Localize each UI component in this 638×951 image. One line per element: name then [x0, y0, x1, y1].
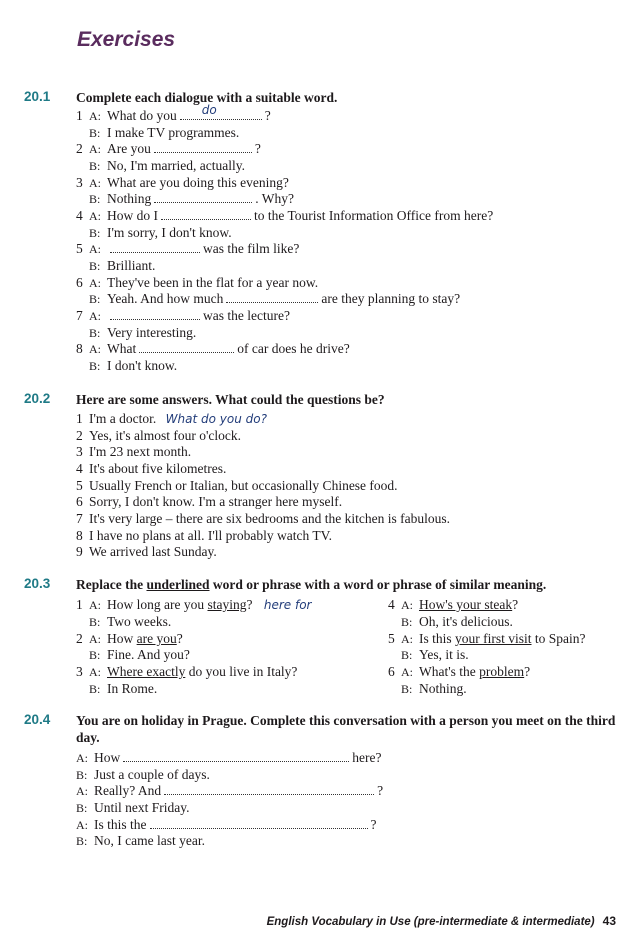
exercise-number: 20.4 — [24, 712, 51, 727]
dialogue-line: 5 A: was the film like? — [76, 241, 300, 256]
conversation-line: A: How here? — [76, 750, 382, 765]
answer-blank — [154, 142, 252, 153]
page-number: 43 — [602, 914, 616, 928]
answer-blank — [164, 784, 374, 795]
answer-blank — [110, 309, 200, 320]
dialogue-line: B: Nothing. — [401, 681, 467, 696]
dialogue-line: 3 A: Where exactly do you live in Italy? — [76, 664, 298, 679]
dialogue-line: 8 A: What of car does he drive? — [76, 341, 350, 356]
list-item: 1 I'm a doctor. What do you do? — [76, 411, 267, 426]
answer-blank — [123, 751, 349, 762]
dialogue-line: B: Two weeks. — [89, 614, 172, 629]
dialogue-line: B: Brilliant. — [89, 258, 156, 273]
dialogue-line: B: I make TV programmes. — [89, 125, 240, 140]
dialogue-line: 3 A: What are you doing this evening? — [76, 175, 289, 190]
handwritten-answer: What do you do? — [165, 412, 267, 426]
list-item: 2 Yes, it's almost four o'clock. — [76, 428, 241, 443]
dialogue-line: B: Oh, it's delicious. — [401, 614, 513, 629]
exercise-instruction: You are on holiday in Prague. Complete this conversation with a person you meet on the third day. — [76, 713, 616, 745]
answer-blank — [154, 192, 252, 203]
handwritten-answer: here for — [263, 598, 312, 612]
answer-blank — [161, 209, 251, 220]
dialogue-line: B: Very interesting. — [89, 325, 197, 340]
page-title: Exercises — [77, 28, 176, 51]
conversation-line: A: Really? And ? — [76, 783, 384, 798]
dialogue-line: 6 A: They've been in the flat for a year now. — [76, 275, 319, 290]
conversation-line: B: Until next Friday. — [76, 800, 190, 815]
book-title: English Vocabulary in Use (pre-intermediate & intermediate) — [266, 916, 595, 928]
dialogue-line: 2 A: How are you? — [76, 631, 183, 646]
dialogue-line: B: Yes, it is. — [401, 647, 469, 662]
answer-blank — [110, 242, 200, 253]
list-item: 8 I have no plans at all. I'll probably watch TV. — [76, 528, 332, 543]
conversation-line: B: No, I came last year. — [76, 833, 205, 848]
dialogue-line: 7 A: was the lecture? — [76, 308, 290, 323]
list-item: 3 I'm 23 next month. — [76, 444, 192, 459]
list-item: 6 Sorry, I don't know. I'm a stranger here myself. — [76, 494, 343, 509]
dialogue-line: B: Nothing . Why? — [89, 191, 295, 206]
dialogue-line: B: I don't know. — [89, 358, 178, 373]
dialogue-line: 1 A: How long are you staying? here for — [76, 597, 312, 612]
exercise-number: 20.1 — [24, 89, 51, 104]
list-item: 9 We arrived last Sunday. — [76, 544, 217, 559]
list-item: 5 Usually French or Italian, but occasionally Chinese food. — [76, 478, 398, 493]
conversation-line: A: Is this the ? — [76, 817, 377, 832]
conversation-line: B: Just a couple of days. — [76, 767, 210, 782]
exercise-instruction: Replace the underlined word or phrase with a word or phrase of similar meaning. — [76, 577, 547, 592]
dialogue-line: B: No, I'm married, actually. — [89, 158, 246, 173]
answer-blank — [139, 342, 234, 353]
dialogue-line: 6 A: What's the problem? — [388, 664, 531, 679]
dialogue-line: B: Fine. And you? — [89, 647, 190, 662]
dialogue-line: B: In Rome. — [89, 681, 158, 696]
page-footer — [267, 914, 616, 928]
dialogue-line: B: I'm sorry, I don't know. — [89, 225, 232, 240]
exercise-instruction: Here are some answers. What could the questions be? — [76, 392, 385, 407]
dialogue-line: 2 A: Are you ? — [76, 141, 261, 156]
answer-blank — [226, 292, 318, 303]
list-item: 4 It's about five kilometres. — [76, 461, 227, 476]
answer-blank — [180, 103, 262, 120]
exercise-number: 20.3 — [24, 576, 51, 591]
dialogue-line: B: Yeah. And how much are they planning to stay? — [89, 291, 461, 306]
dialogue-line: 5 A: Is this your first visit to Spain? — [388, 631, 586, 646]
dialogue-line: 1 A: What do you do ? — [76, 103, 271, 123]
handwritten-answer: do — [201, 103, 217, 117]
dialogue-line: 4 A: How's your steak? — [388, 597, 519, 612]
exercise-number: 20.2 — [24, 391, 51, 406]
exercise-instruction: Complete each dialogue with a suitable word. — [76, 90, 338, 105]
answer-blank — [150, 818, 368, 829]
dialogue-line: 4 A: How do I to the Tourist Information Office from here? — [76, 208, 494, 223]
list-item: 7 It's very large – there are six bedrooms and the kitchen is fabulous. — [76, 511, 450, 526]
